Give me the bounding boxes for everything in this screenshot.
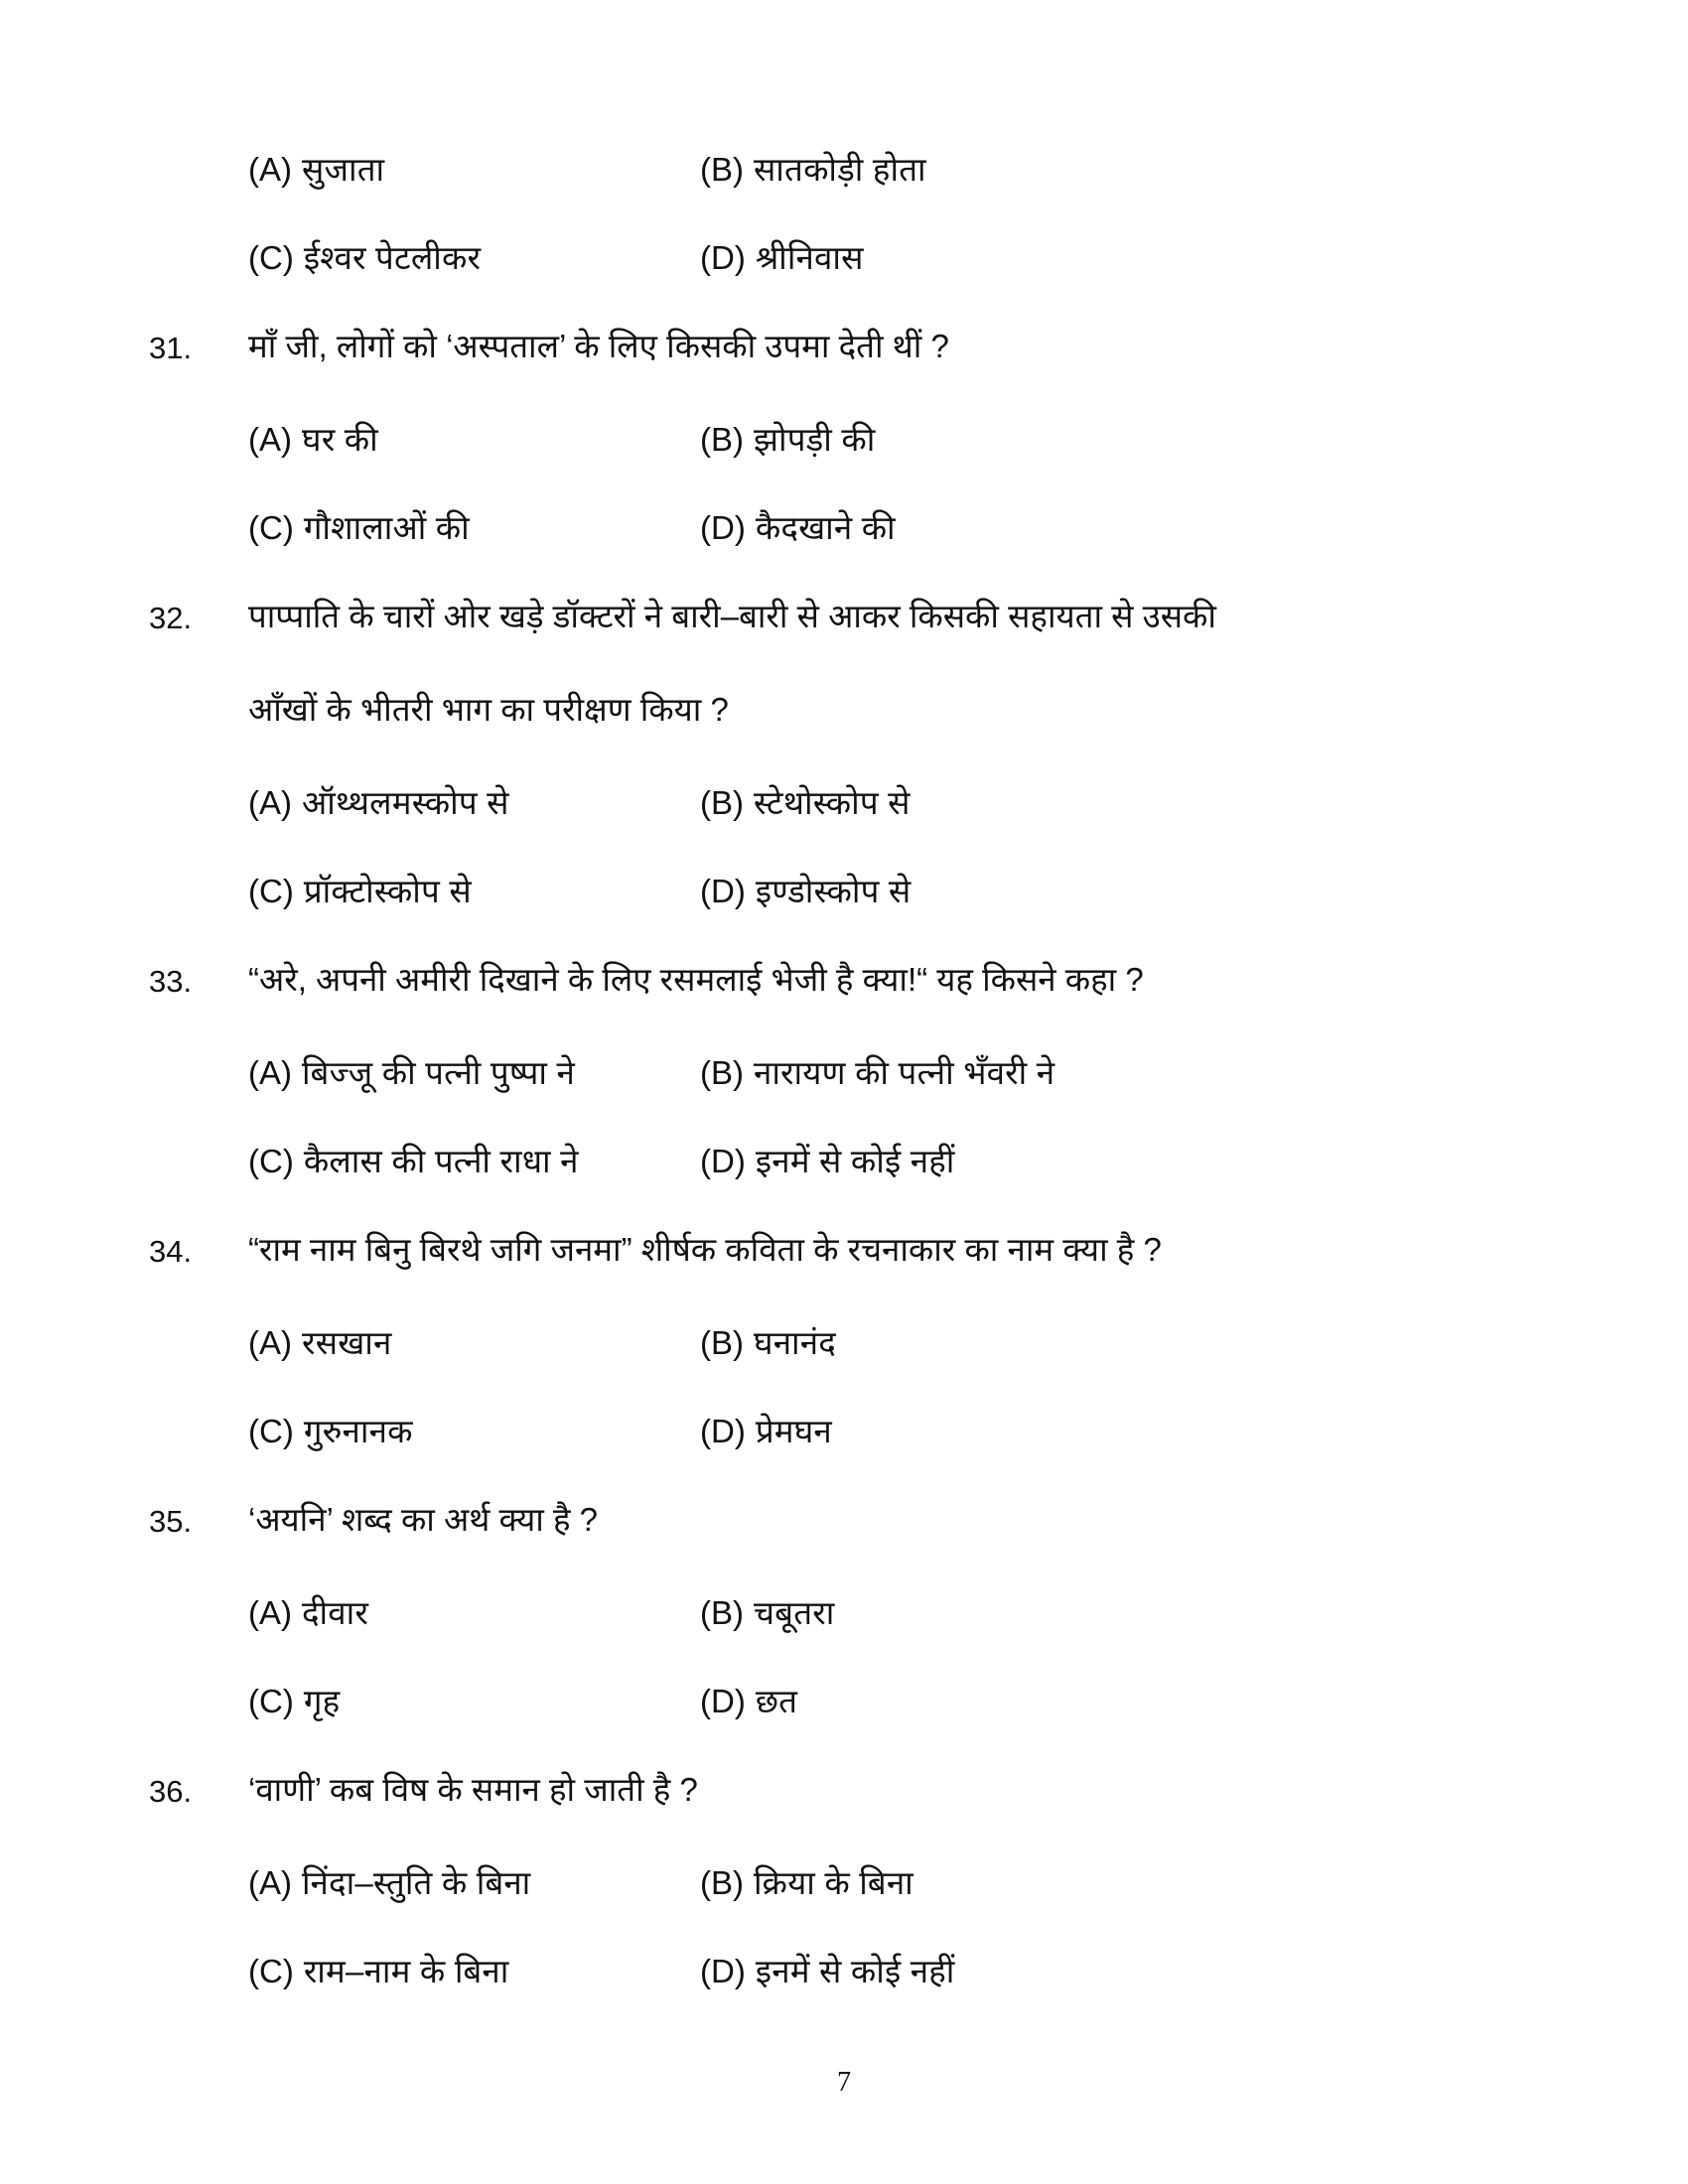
option-a[interactable] bbox=[149, 1322, 700, 1363]
option-b-label: (B) bbox=[700, 1864, 744, 1901]
option-b-text: क्रिया के बिना bbox=[754, 1864, 914, 1901]
option-a-text: रसखान bbox=[302, 1324, 392, 1361]
option-a-label: (A) bbox=[248, 784, 292, 821]
option-c-text: गौशालाओं की bbox=[303, 509, 470, 546]
option-d[interactable] bbox=[700, 507, 1395, 548]
option-c[interactable] bbox=[149, 1681, 700, 1721]
option-row-cd bbox=[149, 1411, 1539, 1499]
option-row-cd bbox=[149, 1681, 1539, 1769]
option-b-text: नारायण की पत्नी भँवरी ने bbox=[754, 1054, 1055, 1091]
option-b[interactable] bbox=[700, 1322, 1395, 1363]
option-a-label: (A) bbox=[248, 1324, 292, 1361]
option-d-label: (D) bbox=[700, 1683, 746, 1719]
option-a[interactable] bbox=[149, 1052, 700, 1093]
option-d[interactable] bbox=[700, 1411, 1395, 1451]
option-a-text: दीवार bbox=[302, 1594, 369, 1631]
option-d[interactable] bbox=[700, 1141, 1395, 1181]
option-c[interactable] bbox=[149, 1411, 700, 1451]
option-b[interactable] bbox=[700, 1862, 1395, 1903]
option-a[interactable] bbox=[149, 149, 700, 190]
question-block bbox=[149, 1769, 1539, 2039]
option-d[interactable] bbox=[700, 1681, 1395, 1721]
option-d-text: इनमें से कोई नहीं bbox=[755, 1143, 955, 1179]
question-block bbox=[149, 1499, 1539, 1769]
option-a-label: (A) bbox=[248, 1054, 292, 1091]
option-row-cd bbox=[149, 237, 1539, 326]
option-d[interactable] bbox=[700, 1951, 1395, 1991]
option-a-text: घर की bbox=[302, 421, 378, 458]
option-a-label: (A) bbox=[248, 1864, 292, 1901]
option-row-ab bbox=[149, 1322, 1539, 1411]
option-a[interactable] bbox=[149, 782, 700, 823]
option-b[interactable] bbox=[700, 782, 1395, 823]
question-text: “राम नाम बिनु बिरथे जगि जनमा” शीर्षक कविता के रचनाकार का नाम क्या है ? bbox=[248, 1231, 1162, 1268]
question-text: ‘वाणी’ कब विष के समान हो जाती है ? bbox=[248, 1771, 698, 1808]
question-number: 36. bbox=[149, 1774, 193, 1809]
option-row-ab bbox=[149, 419, 1539, 507]
option-a-text: ऑथ्थलमस्कोप से bbox=[302, 784, 509, 821]
option-d[interactable] bbox=[700, 871, 1395, 911]
question-block bbox=[149, 1229, 1539, 1499]
option-c-text: कैलास की पत्नी राधा ने bbox=[303, 1143, 579, 1179]
option-row-cd bbox=[149, 1141, 1539, 1229]
question-block bbox=[149, 326, 1539, 596]
option-row-ab bbox=[149, 1862, 1539, 1951]
option-d-text: छत bbox=[755, 1683, 798, 1719]
question-heading bbox=[149, 1769, 1539, 1862]
option-c-text: राम–नाम के बिना bbox=[303, 1953, 509, 1989]
question-text: माँ जी, लोगों को ‘अस्पताल’ के लिए किसकी उपमा देती थीं ? bbox=[248, 328, 949, 364]
option-c-label: (C) bbox=[248, 873, 294, 909]
question-heading bbox=[149, 959, 1539, 1052]
option-b-text: सातकोड़ी होता bbox=[754, 151, 926, 188]
option-d-label: (D) bbox=[700, 1143, 746, 1179]
question-number: 32. bbox=[149, 601, 193, 635]
question-heading bbox=[149, 326, 1539, 419]
option-c[interactable] bbox=[149, 237, 700, 278]
option-c-label: (C) bbox=[248, 1683, 294, 1719]
option-c-label: (C) bbox=[248, 1953, 294, 1989]
option-d-label: (D) bbox=[700, 239, 746, 276]
option-c-text: ईश्वर पेटलीकर bbox=[303, 239, 482, 276]
option-b[interactable] bbox=[700, 149, 1395, 190]
option-d-text: प्रेमघन bbox=[755, 1413, 832, 1449]
option-d-text: इनमें से कोई नहीं bbox=[755, 1953, 955, 1989]
option-c-text: प्रॉक्टोस्कोप से bbox=[303, 873, 472, 909]
option-b-label: (B) bbox=[700, 1594, 744, 1631]
option-d-label: (D) bbox=[700, 509, 746, 546]
option-b-label: (B) bbox=[700, 421, 744, 458]
question-text-continuation-row bbox=[149, 689, 1539, 782]
option-d-text: श्रीनिवास bbox=[755, 239, 864, 276]
option-c[interactable] bbox=[149, 1951, 700, 1991]
option-row-cd bbox=[149, 871, 1539, 959]
option-b[interactable] bbox=[700, 1592, 1395, 1633]
option-a-text: सुजाता bbox=[302, 151, 385, 188]
option-c-label: (C) bbox=[248, 1413, 294, 1449]
option-d-text: इण्डोस्कोप से bbox=[755, 873, 912, 909]
option-b-text: स्टेथोस्कोप से bbox=[754, 784, 911, 821]
option-d-label: (D) bbox=[700, 1953, 746, 1989]
option-row-ab bbox=[149, 1592, 1539, 1681]
question-block bbox=[149, 596, 1539, 959]
option-a-text: बिज्जू की पत्नी पुष्पा ने bbox=[302, 1054, 576, 1091]
option-row-ab bbox=[149, 149, 1539, 237]
option-b[interactable] bbox=[700, 1052, 1395, 1093]
option-c-text: गुरुनानक bbox=[303, 1413, 413, 1449]
page-number: 7 bbox=[837, 2067, 851, 2098]
option-b-text: घनानंद bbox=[754, 1324, 837, 1361]
option-b-label: (B) bbox=[700, 1054, 744, 1091]
option-b-text: चबूतरा bbox=[754, 1594, 835, 1631]
option-b-label: (B) bbox=[700, 1324, 744, 1361]
option-c[interactable] bbox=[149, 871, 700, 911]
option-b-text: झोपड़ी की bbox=[754, 421, 876, 458]
option-c[interactable] bbox=[149, 1141, 700, 1181]
option-a-label: (A) bbox=[248, 1594, 292, 1631]
question-text-line-2: आँखों के भीतरी भाग का परीक्षण किया ? bbox=[248, 691, 729, 728]
continued-question-options bbox=[149, 149, 1539, 326]
question-text: पाप्पाति के चारों ओर खड़े डॉक्टरों ने बारी–बारी से आकर किसकी सहायता से उसकी bbox=[248, 598, 1216, 634]
option-a[interactable] bbox=[149, 1592, 700, 1633]
option-d-label: (D) bbox=[700, 873, 746, 909]
question-text: ‘अयनि’ शब्द का अर्थ क्या है ? bbox=[248, 1501, 599, 1538]
option-b[interactable] bbox=[700, 419, 1395, 460]
option-c-label: (C) bbox=[248, 509, 294, 546]
option-a-text: निंदा–स्तुति के बिना bbox=[302, 1864, 531, 1901]
option-a[interactable] bbox=[149, 419, 700, 460]
option-row-ab bbox=[149, 1052, 1539, 1141]
option-row-cd bbox=[149, 1951, 1539, 2039]
question-number: 31. bbox=[149, 331, 193, 365]
question-number: 34. bbox=[149, 1234, 193, 1269]
question-text: “अरे, अपनी अमीरी दिखाने के लिए रसमलाई भेजी है क्या!“ यह किसने कहा ? bbox=[248, 961, 1144, 998]
option-c-text: गृह bbox=[303, 1683, 341, 1719]
option-c-label: (C) bbox=[248, 1143, 294, 1179]
option-a[interactable] bbox=[149, 1862, 700, 1903]
question-heading bbox=[149, 1229, 1539, 1322]
question-number: 33. bbox=[149, 964, 193, 999]
question-heading bbox=[149, 1499, 1539, 1592]
option-b-label: (B) bbox=[700, 151, 744, 188]
option-d-text: कैदखाने की bbox=[755, 509, 896, 546]
option-d[interactable] bbox=[700, 237, 1395, 278]
option-d-label: (D) bbox=[700, 1413, 746, 1449]
option-row-ab bbox=[149, 782, 1539, 871]
option-a-label: (A) bbox=[248, 151, 292, 188]
option-c[interactable] bbox=[149, 507, 700, 548]
option-b-label: (B) bbox=[700, 784, 744, 821]
option-a-label: (A) bbox=[248, 421, 292, 458]
question-heading bbox=[149, 596, 1539, 689]
question-number: 35. bbox=[149, 1504, 193, 1539]
question-block bbox=[149, 959, 1539, 1229]
option-row-cd bbox=[149, 507, 1539, 596]
option-c-label: (C) bbox=[248, 239, 294, 276]
